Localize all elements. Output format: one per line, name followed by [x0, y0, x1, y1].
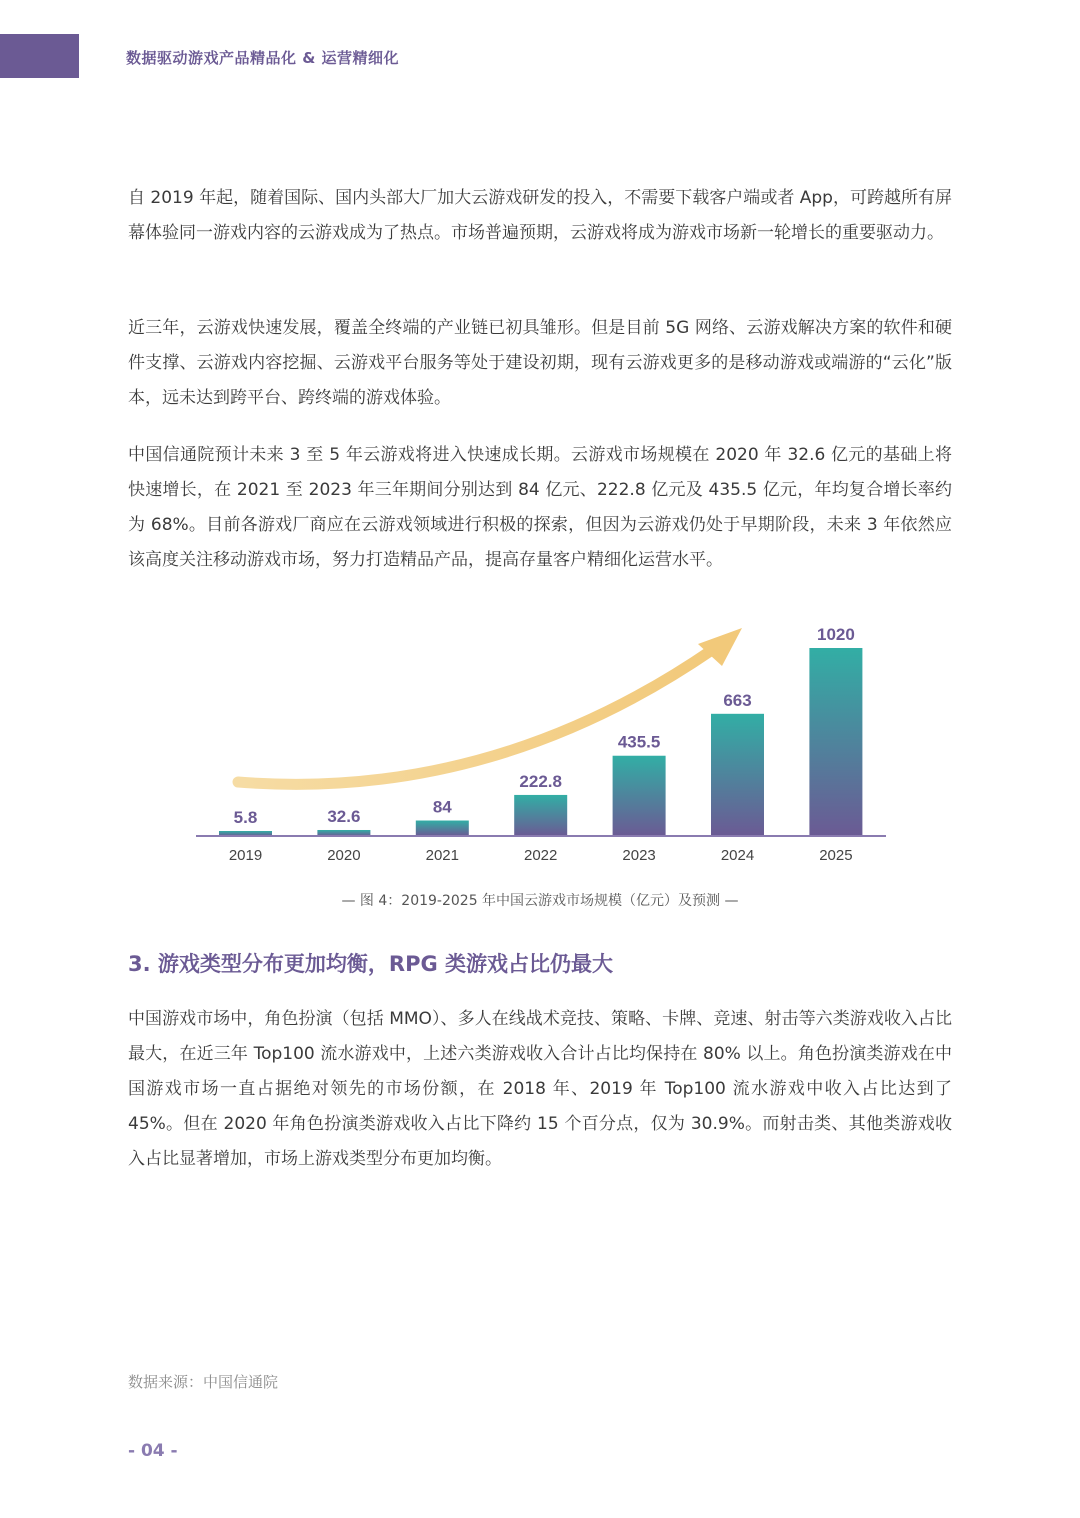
value-label-2024: 663: [723, 690, 752, 710]
chart-svg: [190, 620, 900, 875]
value-label-2019: 5.8: [233, 808, 258, 827]
value-label-2021: 84: [432, 797, 452, 817]
bar-2022: [514, 795, 567, 836]
paragraph-2: 近三年，云游戏快速发展，覆盖全终端的产业链已初具雏形。但是目前 5G 网络、云游戏解决方案的软件和硬件支撑、云游戏内容挖掘、云游戏平台服务等处于建设初期，现有云游戏更多的是移动游戏或端游的“云化”版本，远未达到跨平台、跨终端的游戏体验。: [128, 318, 952, 408]
category-label-2025: 2025: [819, 847, 853, 864]
category-label-2022: 2022: [524, 847, 558, 864]
category-label-2019: 2019: [228, 847, 263, 864]
bar-2021: [416, 821, 469, 836]
category-label-2020: 2020: [327, 847, 361, 864]
category-label-2021: 2021: [425, 847, 459, 864]
header-accent-block: [0, 34, 79, 78]
section-paragraph: 中国游戏市场中，角色扮演（包括 MMO）、多人在线战术竞技、策略、卡牌、竞速、射击等六类游戏收入占比最大，在近三年 Top100 流水游戏中，上述六类游戏收入合计占比均保持在 80% 以上。角色扮演类游戏在中国游戏市场一直占据绝对领先的市场份额，在 2018 年、2019 年 Top100 流水游戏中收入占比达到了 45%。但在 2020 年角色扮演类游戏收入占比下降约 15 个百分点，仅为 30.9%。而射击类、其他类游戏收入占比显著增加，市场上游戏类型分布更加均衡。: [128, 1009, 952, 1169]
paragraph-3: 中国信通院预计未来 3 至 5 年云游戏将进入快速成长期。云游戏市场规模在 2020 年 32.6 亿元的基础上将快速增长，在 2021 至 2023 年三年期间分别达到 84 亿元、222.8 亿元及 435.5 亿元，年均复合增长率约为 68%。目前各游戏厂商应在云游戏领域进行积极的探索，但因为云游戏仍处于早期阶段，未来 3 年依然应该高度关注移动游戏市场，努力打造精品产品，提高存量客户精细化运营水平。: [128, 445, 952, 570]
paragraph-1: 自 2019 年起，随着国际、国内头部大厂加大云游戏研发的投入，不需要下载客户端或者 App，可跨越所有屏幕体验同一游戏内容的云游戏成为了热点。市场普遍预期，云游戏将成为游戏市场新一轮增长的重要驱动力。: [128, 188, 952, 243]
figure-caption: — 图 4：2019-2025 年中国云游戏市场规模（亿元）及预测 —: [341, 893, 739, 909]
bar-2024: [711, 714, 764, 836]
data-source: 数据来源：中国信通院: [128, 1373, 279, 1391]
value-label-2020: 32.6: [327, 806, 361, 826]
page-number: - 04 -: [128, 1441, 178, 1461]
category-label-2024: 2024: [720, 847, 755, 864]
header-title: 数据驱动游戏产品精品化 & 运营精细化: [126, 49, 400, 67]
value-label-2025: 1020: [816, 625, 855, 644]
value-label-2023: 435.5: [617, 732, 661, 752]
bar-2023: [613, 756, 666, 836]
category-label-2023: 2023: [622, 847, 656, 864]
bar-2025: [809, 648, 862, 836]
value-label-2022: 222.8: [519, 771, 562, 791]
cloud-gaming-market-chart: [190, 620, 900, 875]
section-heading: 3. 游戏类型分布更加均衡，RPG 类游戏占比仍最大: [128, 952, 614, 976]
